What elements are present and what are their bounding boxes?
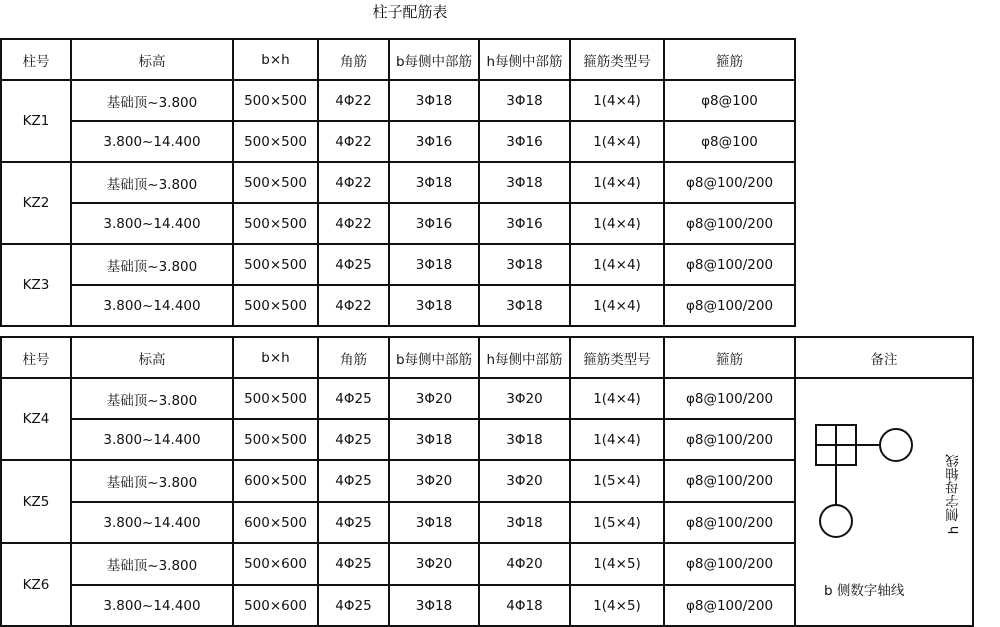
corner-bar-header: 角筋 xyxy=(318,337,389,378)
elevation-cell: 基础顶~3.800 xyxy=(71,460,233,502)
b-axis-label: b 侧数字轴线 xyxy=(824,583,905,599)
column-id-cell: KZ3 xyxy=(1,244,71,326)
h-middle-bar-cell: 3Φ18 xyxy=(479,285,570,326)
corner-bar-cell: 4Φ25 xyxy=(318,585,389,626)
corner-bar-cell: 4Φ22 xyxy=(318,203,389,244)
elevation-cell: 3.800~14.400 xyxy=(71,502,233,543)
stirrup-header: 箍筋 xyxy=(664,337,795,378)
b-middle-bar-cell: 3Φ16 xyxy=(389,203,479,244)
b-middle-bar-cell: 3Φ18 xyxy=(389,244,479,285)
h-middle-bar-cell: 3Φ18 xyxy=(479,244,570,285)
b-middle-bar-cell: 3Φ18 xyxy=(389,285,479,326)
h-middle-bar-cell: 3Φ20 xyxy=(479,378,570,419)
elevation-cell: 基础顶~3.800 xyxy=(71,543,233,585)
stirrup-cell: φ8@100/200 xyxy=(664,460,795,502)
b-middle-bar-header: b每侧中部筋 xyxy=(389,39,479,80)
corner-bar-cell: 4Φ22 xyxy=(318,80,389,121)
elevation-header: 标高 xyxy=(71,337,233,378)
col-no-header: 柱号 xyxy=(1,39,71,80)
size-cell: 600×500 xyxy=(233,502,318,543)
b-middle-bar-cell: 3Φ18 xyxy=(389,80,479,121)
header-row xyxy=(1,337,973,378)
stirrup-cell: φ8@100/200 xyxy=(664,378,795,419)
elevation-cell: 基础顶~3.800 xyxy=(71,378,233,419)
size-header: b×h xyxy=(233,39,318,80)
stirrup-cell: φ8@100/200 xyxy=(664,203,795,244)
h-middle-bar-cell: 3Φ18 xyxy=(479,80,570,121)
stirrup-type-cell: 1(4×4) xyxy=(570,419,664,460)
stirrup-cell: φ8@100/200 xyxy=(664,162,795,203)
table-row xyxy=(1,378,973,419)
corner-bar-cell: 4Φ25 xyxy=(318,419,389,460)
h-middle-bar-cell: 3Φ16 xyxy=(479,203,570,244)
b-middle-bar-cell: 3Φ18 xyxy=(389,419,479,460)
stirrup-type-cell: 1(4×4) xyxy=(570,121,664,162)
axis-legend-diagram xyxy=(814,423,924,563)
remark-cell xyxy=(795,378,973,626)
elevation-header: 标高 xyxy=(71,39,233,80)
b-middle-bar-cell: 3Φ18 xyxy=(389,585,479,626)
size-cell: 500×500 xyxy=(233,244,318,285)
stirrup-type-cell: 1(4×4) xyxy=(570,80,664,121)
h-middle-bar-cell: 3Φ18 xyxy=(479,419,570,460)
stirrup-type-cell: 1(4×4) xyxy=(570,285,664,326)
size-cell: 500×500 xyxy=(233,419,318,460)
column-id-cell: KZ6 xyxy=(1,543,71,626)
h-middle-bar-cell: 3Φ18 xyxy=(479,502,570,543)
b-middle-bar-header: b每侧中部筋 xyxy=(389,337,479,378)
stirrup-cell: φ8@100/200 xyxy=(664,502,795,543)
remark-header: 备注 xyxy=(795,337,973,378)
stirrup-type-cell: 1(4×5) xyxy=(570,543,664,585)
table-title: 柱子配筋表 xyxy=(372,3,448,21)
column-rebar-table-2 xyxy=(0,336,974,627)
corner-bar-cell: 4Φ25 xyxy=(318,502,389,543)
column-id-cell: KZ2 xyxy=(1,162,71,244)
stirrup-type-header: 箍筋类型号 xyxy=(570,39,664,80)
corner-bar-cell: 4Φ22 xyxy=(318,162,389,203)
stirrup-type-cell: 1(4×5) xyxy=(570,585,664,626)
stirrup-cell: φ8@100/200 xyxy=(664,543,795,585)
stirrup-cell: φ8@100/200 xyxy=(664,244,795,285)
elevation-cell: 3.800~14.400 xyxy=(71,419,233,460)
stirrup-type-cell: 1(4×4) xyxy=(570,162,664,203)
corner-bar-cell: 4Φ25 xyxy=(318,460,389,502)
letter-axis-bubble-icon xyxy=(880,429,912,461)
corner-bar-cell: 4Φ22 xyxy=(318,121,389,162)
elevation-cell: 3.800~14.400 xyxy=(71,285,233,326)
h-middle-bar-cell: 3Φ16 xyxy=(479,121,570,162)
column-id-cell: KZ5 xyxy=(1,460,71,543)
table-row xyxy=(1,285,795,326)
stirrup-type-header: 箍筋类型号 xyxy=(570,337,664,378)
b-middle-bar-cell: 3Φ20 xyxy=(389,543,479,585)
corner-bar-cell: 4Φ25 xyxy=(318,378,389,419)
stirrup-type-cell: 1(4×4) xyxy=(570,378,664,419)
table-row xyxy=(1,162,795,203)
size-cell: 500×600 xyxy=(233,543,318,585)
corner-bar-cell: 4Φ25 xyxy=(318,244,389,285)
column-id-cell: KZ1 xyxy=(1,80,71,162)
corner-bar-cell: 4Φ22 xyxy=(318,285,389,326)
corner-bar-cell: 4Φ25 xyxy=(318,543,389,585)
elevation-cell: 基础顶~3.800 xyxy=(71,244,233,285)
stirrup-cell: φ8@100/200 xyxy=(664,419,795,460)
stirrup-type-cell: 1(4×4) xyxy=(570,244,664,285)
elevation-cell: 3.800~14.400 xyxy=(71,203,233,244)
stirrup-cell: φ8@100/200 xyxy=(664,585,795,626)
h-axis-label: h 侧字母轴线 xyxy=(946,454,962,535)
h-middle-bar-cell: 4Φ18 xyxy=(479,585,570,626)
size-cell: 600×500 xyxy=(233,460,318,502)
h-middle-bar-cell: 3Φ18 xyxy=(479,162,570,203)
h-middle-bar-header: h每侧中部筋 xyxy=(479,337,570,378)
b-middle-bar-cell: 3Φ18 xyxy=(389,502,479,543)
b-middle-bar-cell: 3Φ20 xyxy=(389,460,479,502)
table-row xyxy=(1,80,795,121)
stirrup-cell: φ8@100 xyxy=(664,121,795,162)
stirrup-type-cell: 1(5×4) xyxy=(570,460,664,502)
stirrup-cell: φ8@100 xyxy=(664,80,795,121)
table-row xyxy=(1,203,795,244)
col-no-header: 柱号 xyxy=(1,337,71,378)
table-row xyxy=(1,121,795,162)
size-cell: 500×500 xyxy=(233,80,318,121)
elevation-cell: 3.800~14.400 xyxy=(71,121,233,162)
stirrup-type-cell: 1(5×4) xyxy=(570,502,664,543)
axis-legend xyxy=(796,379,973,625)
elevation-cell: 基础顶~3.800 xyxy=(71,80,233,121)
size-cell: 500×500 xyxy=(233,121,318,162)
header-row xyxy=(1,39,795,80)
number-axis-bubble-icon xyxy=(820,505,852,537)
column-id-cell: KZ4 xyxy=(1,378,71,460)
size-cell: 500×500 xyxy=(233,285,318,326)
corner-bar-header: 角筋 xyxy=(318,39,389,80)
size-cell: 500×500 xyxy=(233,162,318,203)
size-cell: 500×500 xyxy=(233,378,318,419)
b-middle-bar-cell: 3Φ16 xyxy=(389,121,479,162)
h-middle-bar-header: h每侧中部筋 xyxy=(479,39,570,80)
column-rebar-table-1 xyxy=(0,38,796,327)
table-row xyxy=(1,244,795,285)
stirrup-type-cell: 1(4×4) xyxy=(570,203,664,244)
b-middle-bar-cell: 3Φ18 xyxy=(389,162,479,203)
stirrup-cell: φ8@100/200 xyxy=(664,285,795,326)
b-middle-bar-cell: 3Φ20 xyxy=(389,378,479,419)
h-middle-bar-cell: 3Φ20 xyxy=(479,460,570,502)
stirrup-header: 箍筋 xyxy=(664,39,795,80)
elevation-cell: 3.800~14.400 xyxy=(71,585,233,626)
elevation-cell: 基础顶~3.800 xyxy=(71,162,233,203)
size-cell: 500×500 xyxy=(233,203,318,244)
size-header: b×h xyxy=(233,337,318,378)
size-cell: 500×600 xyxy=(233,585,318,626)
h-middle-bar-cell: 4Φ20 xyxy=(479,543,570,585)
